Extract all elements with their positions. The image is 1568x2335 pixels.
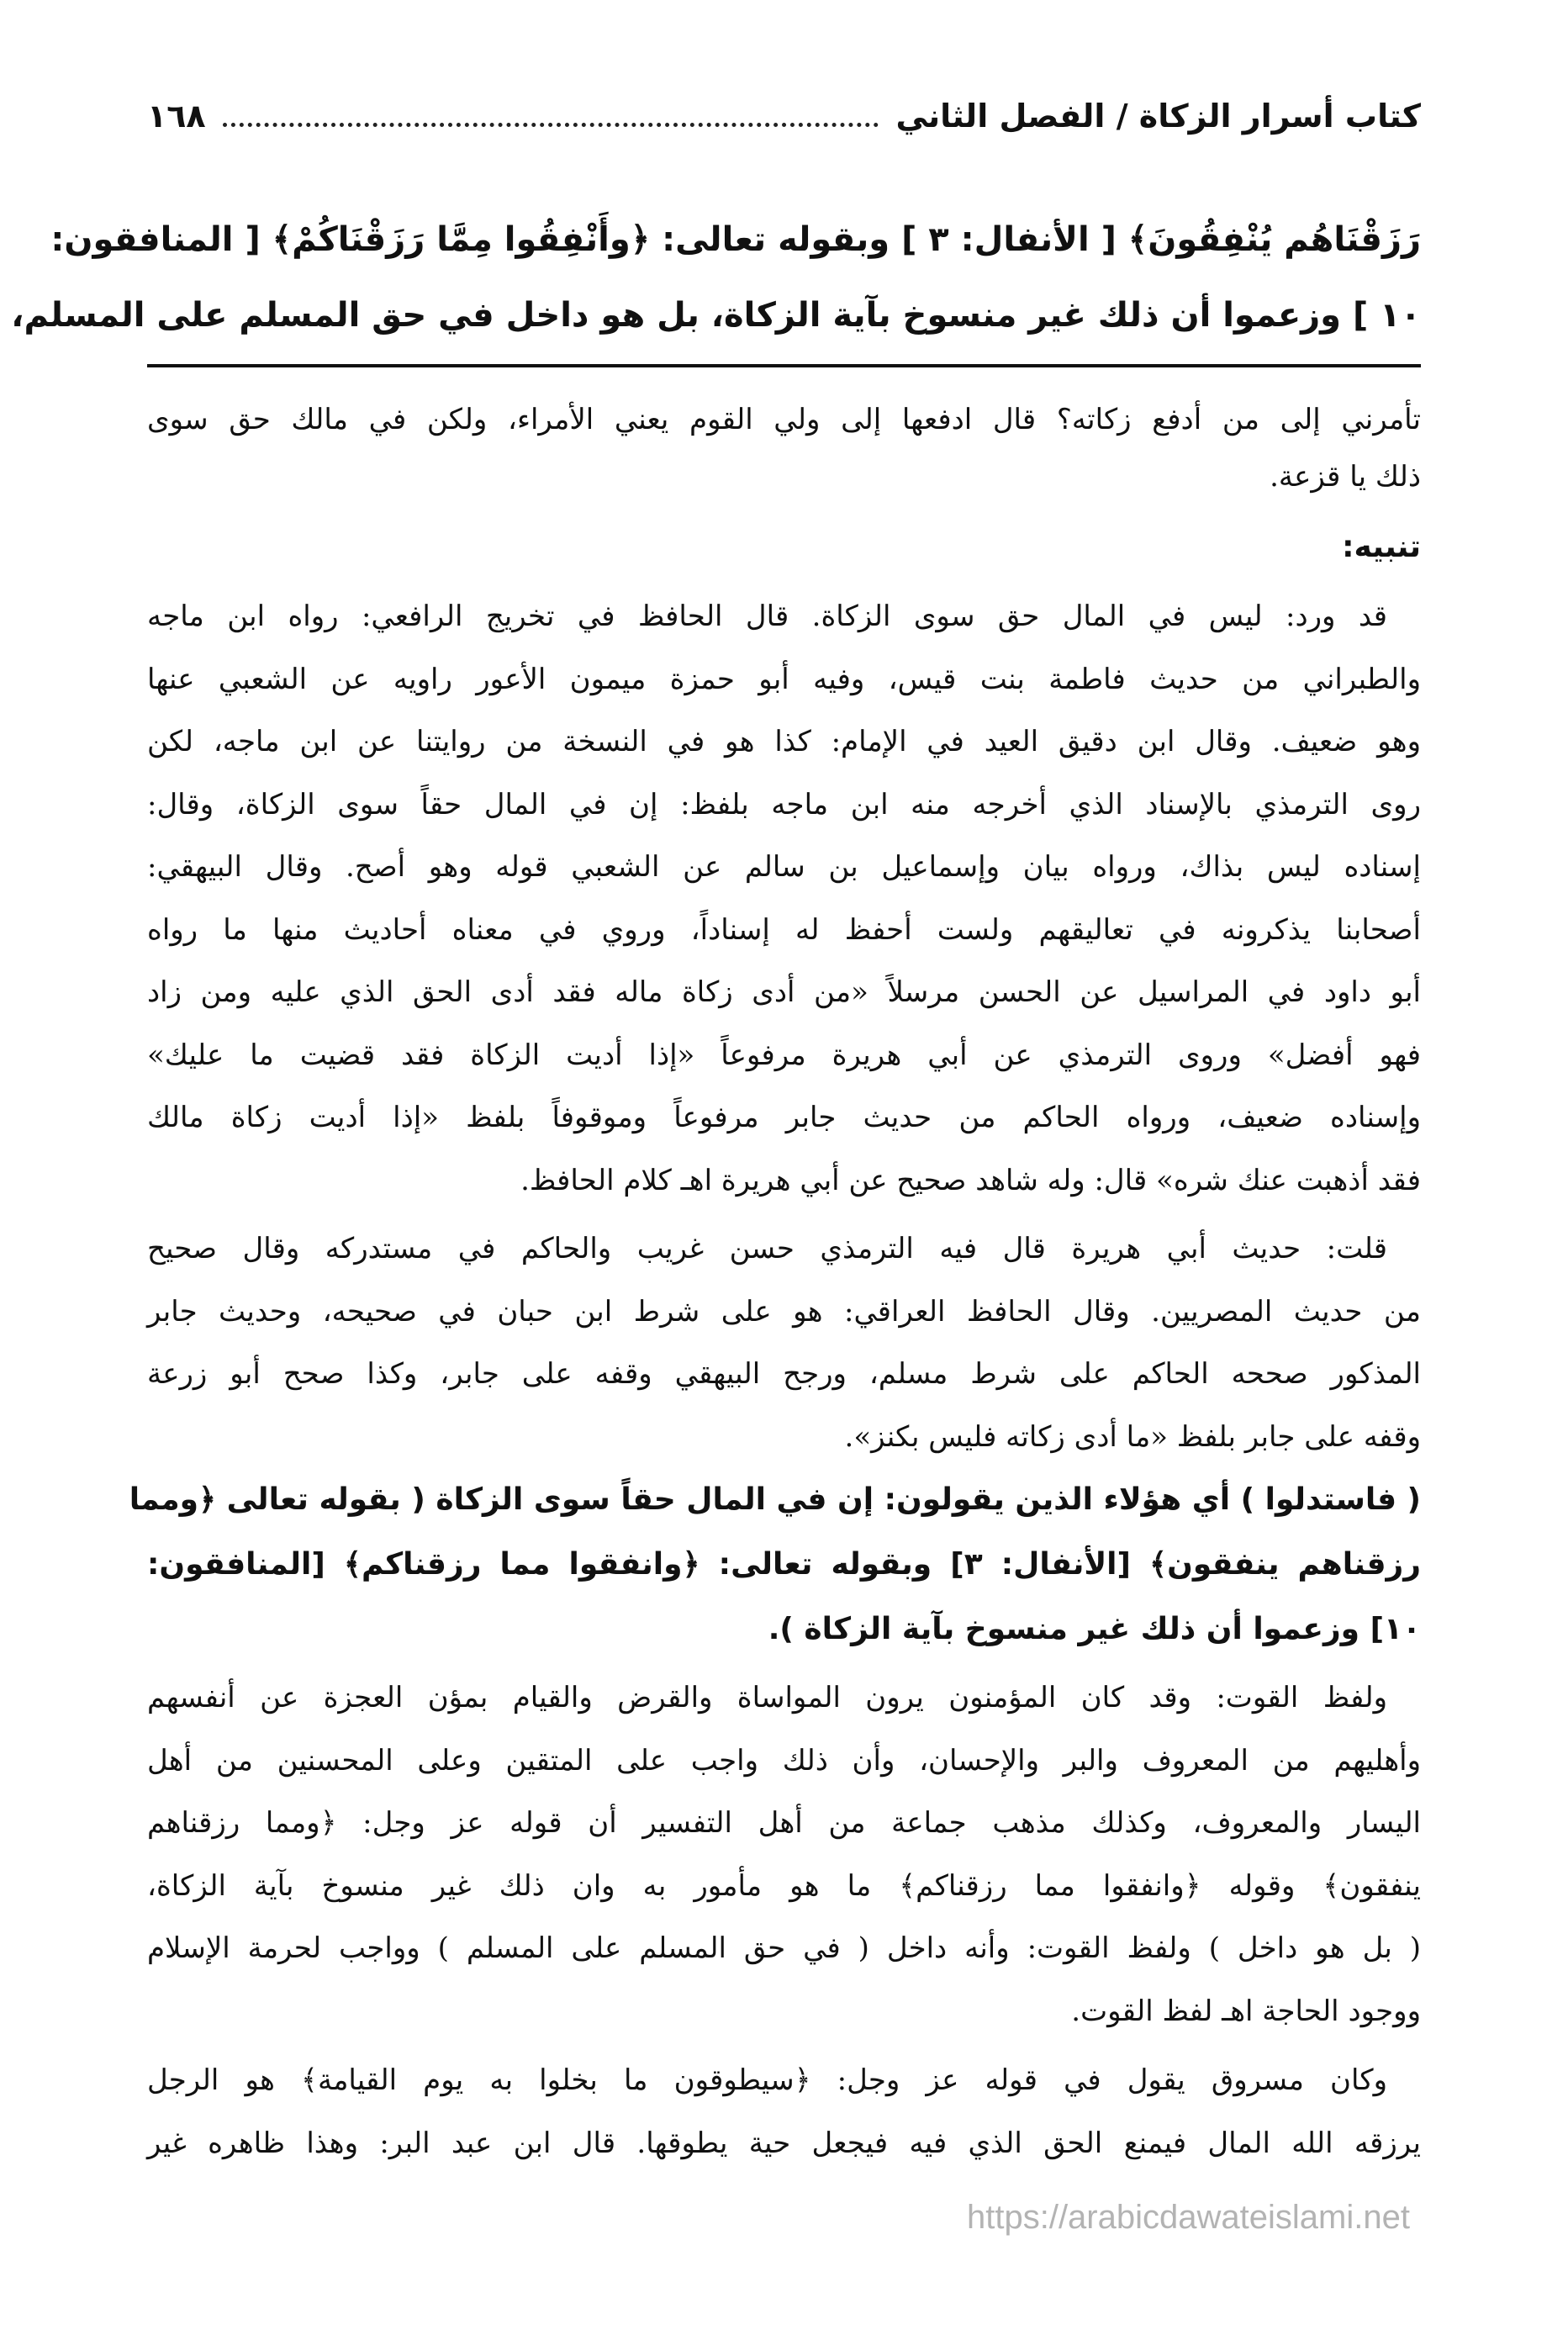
text-line: وأهليهم من المعروف والبر والإحسان، وأن ذلك واجب على المتقين وعلى المحسنين من أهل bbox=[147, 1743, 1421, 1778]
text-line: رزقناهم ينفقون﴾ [الأنفال: ٣] وبقوله تعالى: ﴿وانفقوا مما رزقناكم﴾ [المنافقون: bbox=[147, 1547, 1421, 1582]
text-line: والطبراني من حديث فاطمة بنت قيس، وفيه أبو حمزة ميمون الأعور راويه عن الشعبي عنها bbox=[147, 662, 1421, 696]
text-line: قلت: حديث أبي هريرة قال فيه الترمذي حسن غريب والحاكم في مستدركه وقال صحيح bbox=[147, 1232, 1387, 1265]
text-line: ( بل هو داخل ) ولفظ القوت: وأنه داخل ( في حق المسلم على المسلم ) وواجب لحرمة الإسلام bbox=[147, 1931, 1422, 1965]
paragraph-qut bbox=[147, 1667, 1421, 2042]
paragraph-qultu bbox=[147, 1218, 1421, 1468]
footnote-divider bbox=[147, 364, 1421, 367]
text-line: فهو أفضل» وروى الترمذي عن أبي هريرة مرفوعاً «إذا أديت الزكاة فقد قضيت ما عليك» bbox=[147, 1038, 1421, 1072]
text-line: قد ورد: ليس في المال حق سوى الزكاة. قال الحافظ في تخريج الرافعي: رواه ابن ماجه bbox=[147, 600, 1387, 633]
text-line: أصحابنا يذكرونه في تعاليقهم ولست أحفظ له إسناداً، وروي في معناه أحاديث منها ما رواه bbox=[147, 912, 1421, 947]
text-line: ووجود الحاجة اهـ لفظ القوت. bbox=[1071, 1994, 1421, 2028]
text-line: ١٠] وزعموا أن ذلك غير منسوخ بآية الزكاة ). bbox=[768, 1612, 1421, 1646]
text-line: أبو داود في المراسيل عن الحسن مرسلاً «من أدى زكاة ماله فقد أدى الحق الذي عليه ومن زاد bbox=[147, 975, 1421, 1009]
footnote-line: تأمرني إلى من أدفع زكاته؟ قال ادفعها إلى ولي القوم يعني الأمراء، ولكن في مالك حق سوى bbox=[147, 403, 1421, 436]
paragraph-matn bbox=[129, 1467, 1421, 1661]
page-number: ١٦٨ bbox=[147, 98, 206, 135]
footnote bbox=[147, 391, 1421, 505]
text-line: وهو ضعيف. وقال ابن دقيق العيد في الإمام: كذا هو في النسخة من روايتنا عن ابن ماجه، لكن bbox=[147, 725, 1421, 758]
text-line: ولفظ القوت: وقد كان المؤمنون يرون المواساة والقرض والقيام بمؤن العجزة عن أنفسهم bbox=[147, 1681, 1387, 1714]
paragraph-masruq bbox=[147, 2049, 1421, 2174]
watermark-url: https://arabicdawateislami.net bbox=[967, 2199, 1410, 2236]
text-line: روى الترمذي بالإسناد الذي أخرجه منه ابن ماجه بلفظ: إن في المال حقاً سوى الزكاة، وقال: bbox=[147, 787, 1421, 821]
text-line: ينفقون﴾ وقوله ﴿وانفقوا مما رزقناكم﴾ ما هو مأمور به وان ذلك غير منسوخ بآية الزكاة، bbox=[147, 1868, 1421, 1903]
running-title: كتاب أسرار الزكاة / الفصل الثاني bbox=[895, 98, 1421, 135]
text-line: ( فاستدلوا ) أي هؤلاء الذين يقولون: إن في المال حقاً سوى الزكاة ( بقوله تعالى ﴿ومما bbox=[129, 1482, 1421, 1517]
text-line: وقفه على جابر بلفظ «ما أدى زكاته فليس بكنز». bbox=[844, 1419, 1421, 1454]
paragraph-tanbih bbox=[147, 585, 1421, 1212]
text-line: من حديث المصريين. وقال الحافظ العراقي: هو على شرط ابن حبان في صحيحه، وحديث جابر bbox=[147, 1294, 1421, 1329]
text-line: يرزقه الله المال فيمنع الحق الذي فيه فيجعل حية يطوقها. قال ابن عبد البر: وهذا ظاهره غير bbox=[147, 2126, 1421, 2160]
text-line: وإسناده ضعيف، ورواه الحاكم من حديث جابر مرفوعاً وموقوفاً بلفظ «إذا أديت زكاة مالك bbox=[147, 1101, 1421, 1134]
quote-line: ١٠ ] وزعموا أن ذلك غير منسوخ بآية الزكاة، بل هو داخل في حق المسلم على المسلم، bbox=[11, 296, 1421, 335]
quote-line: رَزَقْنَاهُم يُنْفِقُونَ﴾ [ الأنفال: ٣ ] وبقوله تعالى: ﴿وأَنْفِقُوا مِمَّا رَزَقْنَاكُمْ﴾ [ المنافقون: bbox=[50, 220, 1421, 259]
leader-dots bbox=[223, 106, 879, 127]
text-line: وكان مسروق يقول في قوله عز وجل: ﴿سيطوقون ما بخلوا به يوم القيامة﴾ هو الرجل bbox=[147, 2063, 1387, 2097]
continued-quote bbox=[11, 202, 1421, 353]
text-line: اليسار والمعروف، وكذلك مذهب جماعة من أهل التفسير أن قوله عز وجل: ﴿ومما رزقناهم bbox=[147, 1806, 1421, 1840]
section-heading: تنبيه: bbox=[1342, 530, 1421, 564]
footnote-line: ذلك يا قزعة. bbox=[1270, 460, 1421, 494]
running-header bbox=[147, 91, 1421, 141]
text-line: إسناده ليس بذاك، ورواه بيان وإسماعيل بن سالم عن الشعبي قوله وهو أصح. وقال البيهقي: bbox=[147, 850, 1421, 884]
text-line: المذكور صححه الحاكم على شرط مسلم، ورجح البيهقي وقفه على جابر، وكذا صحح أبو زرعة bbox=[147, 1357, 1421, 1391]
text-line: فقد أذهبت عنك شره» قال: وله شاهد صحيح عن أبي هريرة اهـ كلام الحافظ. bbox=[520, 1163, 1421, 1197]
